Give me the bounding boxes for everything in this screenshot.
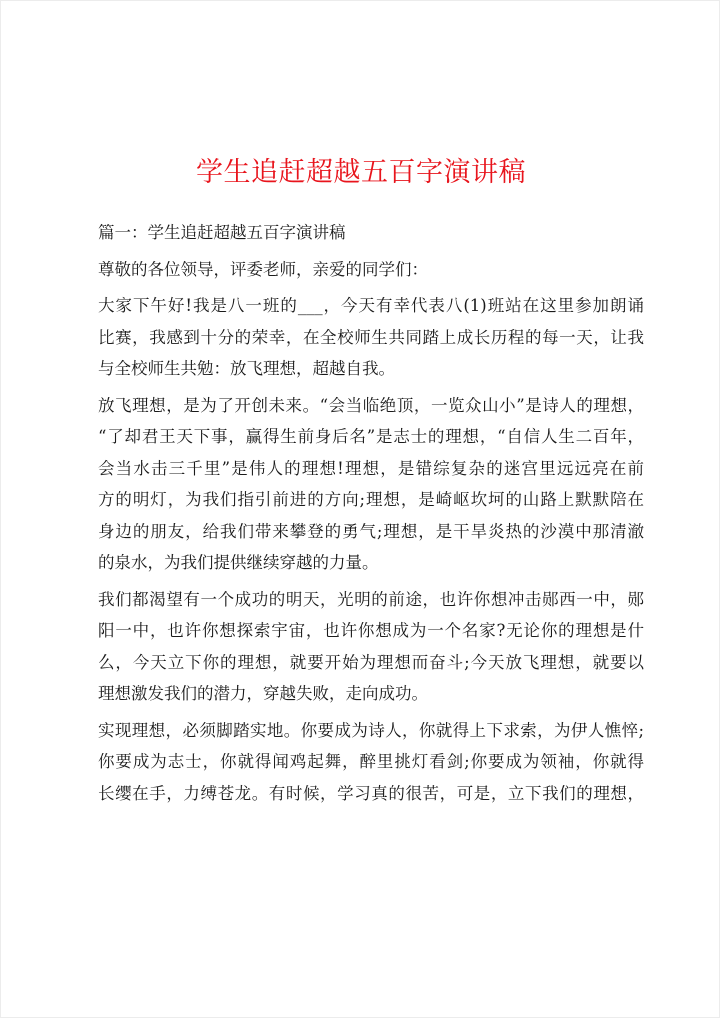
text-line: 的泉水，为我们提供继续穿越的力量。	[98, 553, 379, 572]
document-body	[98, 217, 644, 814]
paragraph-1	[98, 290, 644, 385]
text-line: 会当水击三千里”是伟人的理想!理想，是错综复杂的迷宫里远远亮在前	[98, 458, 644, 478]
text-line: 长缨在手，力缚苍龙。有时候，学习真的很苦，可是，立下我们的理想，	[98, 783, 644, 803]
greeting	[98, 254, 644, 286]
text-line: 理想激发我们的潜力，穿越失败，走向成功。	[98, 684, 428, 703]
text-line: 放飞理想，是为了开创未来。“会当临绝顶，一览众山小”是诗人的理想，	[98, 395, 644, 415]
text-line: 尊敬的各位领导，评委老师，亲爱的同学们：	[98, 259, 428, 279]
text-line: 比赛，我感到十分的荣幸，在全校师生共同踏上成长历程的每一天，让我	[98, 327, 644, 347]
text-line: 方的明灯，为我们指引前进的方向;理想，是崎岖坎坷的山路上默默陪在	[98, 490, 644, 509]
text-line: 篇一：学生追赶超越五百字演讲稿	[98, 223, 346, 242]
section-heading	[98, 217, 644, 249]
paragraph-3	[98, 584, 644, 710]
text-line: 与全校师生共勉：放飞理想，超越自我。	[98, 359, 395, 378]
paragraph-4	[98, 715, 644, 810]
text-line: 你要成为志士，你就得闻鸡起舞，醉里挑灯看剑;你要成为领袖，你就得	[98, 752, 644, 771]
document-title: 学生追赶超越五百字演讲稿	[196, 157, 526, 188]
text-line: 阳一中，也许你想探索宇宙，也许你想成为一个名家?无论你的理想是什	[98, 621, 644, 640]
text-line: 实现理想，必须脚踏实地。你要成为诗人，你就得上下求索，为伊人憔悴;	[98, 720, 644, 740]
text-line: 大家下午好!我是八一班的___，今天有幸代表八(1)班站在这里参加朗诵	[98, 296, 644, 315]
text-line: “了却君王天下事，赢得生前身后名”是志士的理想，“自信人生二百年，	[98, 427, 644, 446]
paragraph-2	[98, 390, 644, 579]
text-line: 么，今天立下你的理想，就要开始为理想而奋斗;今天放飞理想，就要以	[98, 652, 644, 672]
text-line: 身边的朋友，给我们带来攀登的勇气;理想，是干旱炎热的沙漠中那清澈	[98, 521, 644, 541]
text-line: 我们都渴望有一个成功的明天，光明的前途，也许你想冲击郧西一中，郧	[98, 589, 644, 609]
